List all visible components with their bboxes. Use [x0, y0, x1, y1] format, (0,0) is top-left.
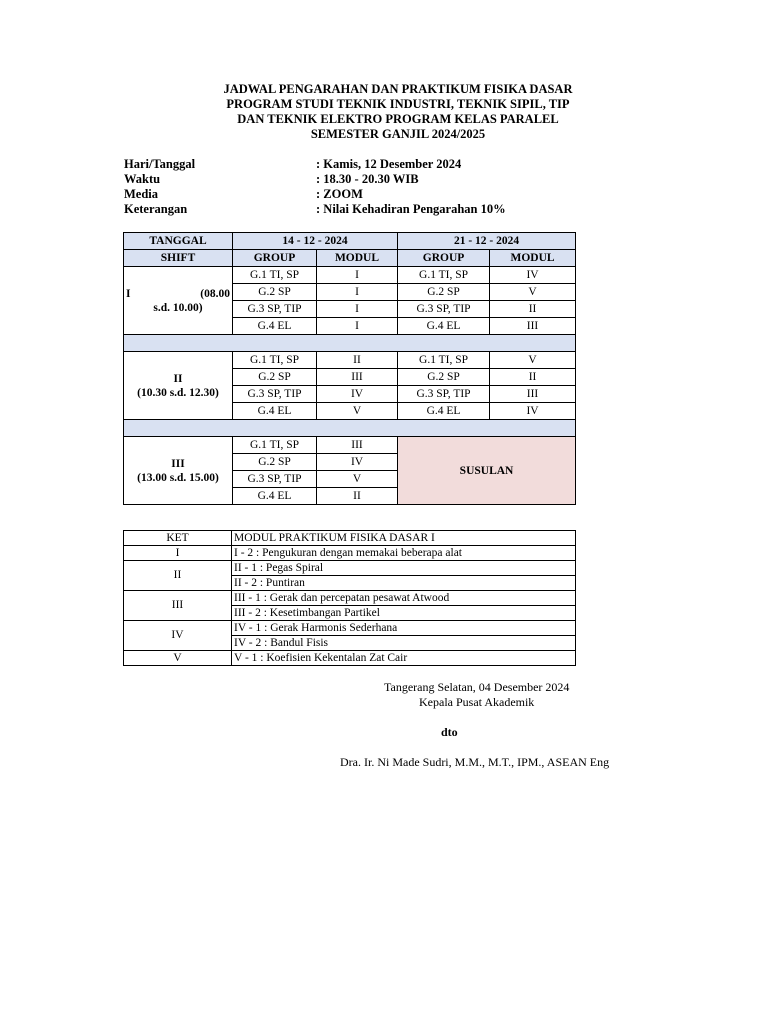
modul-cell: IV — [490, 403, 576, 420]
info-key: Media — [124, 187, 159, 201]
header-group: GROUP — [398, 250, 490, 267]
header-modul: MODUL — [317, 250, 398, 267]
modul-cell: II — [490, 369, 576, 386]
group-cell: G.2 SP — [233, 284, 317, 301]
table-row — [124, 561, 576, 576]
group-cell: G.4 EL — [398, 318, 490, 335]
separator-cell — [124, 335, 576, 352]
info-value: : Nilai Kehadiran Pengarahan 10% — [316, 202, 506, 216]
group-cell: G.3 SP, TIP — [233, 301, 317, 318]
group-cell: G.2 SP — [233, 369, 317, 386]
header-group: GROUP — [233, 250, 317, 267]
info-row — [124, 202, 506, 217]
modul-cell: III — [490, 386, 576, 403]
group-cell: G.4 EL — [233, 403, 317, 420]
separator-cell — [124, 420, 576, 437]
header-row-columns — [124, 250, 576, 267]
ket-cell: V — [124, 651, 232, 666]
sign-dto: dto — [441, 725, 458, 739]
table-row — [124, 621, 576, 636]
ket-cell: IV — [124, 621, 232, 651]
modul-cell: I — [317, 267, 398, 284]
group-cell: G.3 SP, TIP — [233, 471, 317, 488]
schedule-table — [123, 232, 576, 505]
separator-row — [124, 420, 576, 437]
title-line: JADWAL PENGARAHAN DAN PRAKTIKUM FISIKA DASAR — [223, 82, 573, 96]
modul-cell: I — [317, 301, 398, 318]
modul-item: IV - 2 : Bandul Fisis — [232, 636, 576, 651]
modul-cell: I — [317, 284, 398, 301]
info-value: : Kamis, 12 Desember 2024 — [316, 157, 462, 171]
modul-cell: IV — [490, 267, 576, 284]
modul-cell: II — [490, 301, 576, 318]
table-row — [124, 651, 576, 666]
modul-cell: V — [317, 403, 398, 420]
modul-item: III - 1 : Gerak dan percepatan pesawat Atwood — [232, 591, 576, 606]
modul-item: III - 2 : Kesetimbangan Partikel — [232, 606, 576, 621]
info-key: Hari/Tanggal — [124, 157, 196, 171]
group-cell: G.2 SP — [398, 369, 490, 386]
group-cell: G.3 SP, TIP — [233, 386, 317, 403]
group-cell: G.2 SP — [233, 454, 317, 471]
info-key: Waktu — [124, 172, 161, 186]
shift-1-end: s.d. 10.00) — [153, 301, 203, 314]
header-modul: MODUL — [490, 250, 576, 267]
group-cell: G.1 TI, SP — [233, 352, 317, 369]
modul-item: V - 1 : Koefisien Kekentalan Zat Cair — [232, 651, 576, 666]
modul-cell: III — [317, 437, 398, 454]
header-tanggal: TANGGAL — [124, 233, 233, 250]
info-block — [124, 157, 506, 217]
modul-cell: I — [317, 318, 398, 335]
sign-place-date: Tangerang Selatan, 04 Desember 2024 — [384, 680, 570, 694]
modul-cell: II — [317, 488, 398, 505]
group-cell: G.1 TI, SP — [398, 267, 490, 284]
info-row — [124, 172, 506, 187]
modul-item: II - 2 : Puntiran — [232, 576, 576, 591]
header-row-dates — [124, 233, 576, 250]
group-cell: G.4 EL — [233, 318, 317, 335]
table-row — [124, 267, 576, 284]
info-row — [124, 157, 506, 172]
header-shift: SHIFT — [124, 250, 233, 267]
group-cell: G.4 EL — [233, 488, 317, 505]
shift-1-cell — [124, 267, 233, 335]
group-cell: G.1 TI, SP — [233, 437, 317, 454]
table-row — [124, 591, 576, 606]
shift-2-time: (10.30 s.d. 12.30) — [137, 386, 219, 399]
sign-position: Kepala Pusat Akademik — [419, 695, 535, 709]
group-cell: G.1 TI, SP — [233, 267, 317, 284]
modul-cell: IV — [317, 386, 398, 403]
header-date-2: 21 - 12 - 2024 — [398, 233, 576, 250]
modul-cell: II — [317, 352, 398, 369]
shift-2-label: II — [173, 372, 183, 385]
shift-2-cell — [124, 352, 233, 420]
info-value: : 18.30 - 20.30 WIB — [316, 172, 419, 186]
ket-cell: II — [124, 561, 232, 591]
modul-cell: V — [490, 284, 576, 301]
ket-cell: I — [124, 546, 232, 561]
document-title — [0, 82, 768, 142]
group-cell: G.3 SP, TIP — [398, 386, 490, 403]
info-row — [124, 187, 506, 202]
title-line: DAN TEKNIK ELEKTRO PROGRAM KELAS PARALEL — [237, 112, 559, 126]
ket-table — [123, 530, 576, 666]
shift-3-cell — [124, 437, 233, 505]
ket-modul-header: MODUL PRAKTIKUM FISIKA DASAR I — [232, 531, 576, 546]
modul-cell: V — [317, 471, 398, 488]
modul-item: IV - 1 : Gerak Harmonis Sederhana — [232, 621, 576, 636]
table-row — [124, 546, 576, 561]
shift-1-label: I — [126, 287, 131, 300]
ket-header: KET — [124, 531, 232, 546]
title-line: PROGRAM STUDI TEKNIK INDUSTRI, TEKNIK SIPIL, TIP — [226, 97, 570, 111]
shift-1-start: (08.00 — [200, 287, 230, 300]
group-cell: G.4 EL — [398, 403, 490, 420]
title-line: SEMESTER GANJIL 2024/2025 — [310, 127, 486, 141]
ket-header-row — [124, 531, 576, 546]
info-key: Keterangan — [124, 202, 188, 216]
header-date-1: 14 - 12 - 2024 — [233, 233, 398, 250]
group-cell: G.2 SP — [398, 284, 490, 301]
group-cell: G.3 SP, TIP — [398, 301, 490, 318]
shift-3-time: (13.00 s.d. 15.00) — [137, 471, 219, 484]
modul-item: I - 2 : Pengukuran dengan memakai beberapa alat — [232, 546, 576, 561]
modul-cell: IV — [317, 454, 398, 471]
separator-row — [124, 335, 576, 352]
susulan-cell: SUSULAN — [398, 437, 576, 505]
modul-cell: III — [490, 318, 576, 335]
ket-cell: III — [124, 591, 232, 621]
shift-3-label: III — [171, 457, 185, 470]
sign-name: Dra. Ir. Ni Made Sudri, M.M., M.T., IPM., ASEAN Eng — [340, 755, 610, 769]
modul-cell: V — [490, 352, 576, 369]
table-row — [124, 352, 576, 369]
modul-item: II - 1 : Pegas Spiral — [232, 561, 576, 576]
modul-cell: III — [317, 369, 398, 386]
group-cell: G.1 TI, SP — [398, 352, 490, 369]
info-value: : ZOOM — [316, 187, 363, 201]
table-row — [124, 437, 576, 454]
